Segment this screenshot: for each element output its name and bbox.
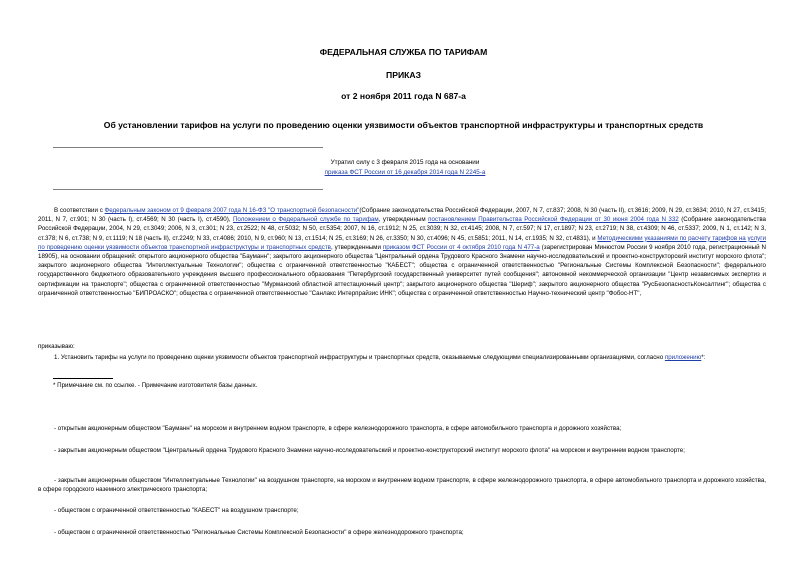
law-link[interactable]: Федеральным законом от 9 февраля 2007 года N 16-ФЗ "О транспортной безопасности" [104, 207, 360, 214]
resolution-link[interactable]: постановлением Правительства Российской Федерации от 30 июня 2004 года N 332 [428, 216, 679, 224]
footnote: * Примечание см. по ссылке. - Примечание изготовителя базы данных. [53, 382, 258, 389]
list-item: - обществом с ограниченной ответственностью "КАБЕСТ" на воздушном транспорте; [54, 507, 299, 514]
doc-date-number: от 2 ноября 2011 года N 687-а [341, 91, 466, 101]
agency-heading: ФЕДЕРАЛЬНАЯ СЛУЖБА ПО ТАРИФАМ [319, 47, 488, 57]
preamble-text-4: (Собрание законодательства Российской Федерации, 2004, N 29, ст.3049; 2006, N 3, ст.301; N 23, ст.2522; N 48, ст.5032; N 50, ст.5354; 2007, N 16, ст.1912; N 25, ст.3039; N 32, ст.4145; 2008, N 7, ст.597; N 17, ст.1897; N 23, ст.2719; N 38, ст.4309; N 46, ст.5337; 2009, N 1, ст.142; N 3, ст.378; N 6, ст.738; N 9, ст.1119; N 18 (часть II), ст.2249; N 33, ст.4086; 2010, N 9, ст.960; N 13, ст.1514; N 25, ст.3169; N 26, ст.3350; N 30, ст.4096; N 45, ст.5851; 2011, N 14, ст.1935; N 32, ст.4831), и [38, 216, 766, 242]
order-link[interactable]: приказом ФСТ России от 4 октября 2010 года N 477-а [382, 243, 540, 251]
footnote-rule [53, 378, 113, 379]
appendix-link[interactable]: приложению [664, 354, 702, 361]
list-item: - открытым акционерным обществом "Бауманн" на морском и внутреннем водном транспорте, в сфере железнодорожного транспорта, в сфере автомобильного транспорта и дорожного хозяйства; [54, 425, 622, 432]
divider-top [53, 147, 323, 148]
preamble-text-3: , утвержденным [378, 216, 429, 224]
preamble-text-5: , утвержденными [330, 243, 383, 251]
list-item: - закрытым акционерным обществом "Интеллектуальные Технологии" на воздушном транспорте, на морском и внутреннем водном транспорте, в сфере железнодорожного транспорта, в сфере автомобильного транспорта и дорожного хозяйства, в сфере городского наземного электрического транспорта; [38, 477, 766, 494]
preamble-text-1: В соответствии с [54, 207, 105, 214]
clause-1-suffix: *: [701, 354, 706, 361]
preamble-text-6: (зарегистрирован Минюстом России 9 ноября 2010 года, регистрационный N 18905), на основании обращений: открытого акционерного общества "Бауманн"; закрытого акционерного общества "Центральный ордена Трудового Красного Знамени научно-исследовательский и проектно-конструкторский институт морского флота"; закрытого акционерного общества "Интеллектуальные Технологии"; общества с ограниченной ответственностью "КАБЕСТ"; общества с ограниченной ответственностью "Региональные Системы Комплексной Безопасности"; федерального государственного бюджетного образовательного учреждения высшего профессионального образования "Петербургский государственный университет путей сообщения"; автономной некоммерческой организации "Центр независимых экспертиз и сертификации на транспорте"; общества с ограниченной ответственностью "Мурманский областной аттестационный центр"; закрытого акционерного общества "Шериф"; закрытого акционерного общества "РусБезопасностьКонсалтинг"; общества с ограниченной ответственностью "БИПРОАСКО"; общества с ограниченной ответственностью "Санлакс Интерпрайзис ИНК"; общества с ограниченной ответственностью Научно-технический центр "Фобос-НТ", [38, 243, 766, 297]
annulment-note: Утратил силу с 3 февраля 2015 года на основании [330, 159, 480, 166]
regulation-link[interactable]: Положением о Федеральной службе по тарифам [232, 216, 379, 224]
list-item: - обществом с ограниченной ответственностью "Региональные Системы Комплексной Безопасности" в сфере железнодорожного транспорта; [54, 529, 464, 536]
preamble-text-2: (Собрание законодательства Российской Федерации, 2007, N 7, ст.837; 2008, N 30 (часть II), ст.3616; 2009, N 29, ст.3634; 2010, N 27, ст.3415; 2011, N 7, ст.901; N 30 (часть I), ст.4569; N 30 (часть I), ст.4590), [38, 207, 766, 224]
guidelines-link[interactable]: Методическими указаниями по расчету тарифов на услуги по проведению оценки уязвимости объектов транспортной инфраструктуры и транспортных средств [38, 234, 766, 251]
doc-type-heading: ПРИКАЗ [386, 70, 421, 80]
order-word: приказываю: [38, 343, 75, 350]
annulment-link[interactable]: приказа ФСТ России от 16 декабря 2014 года N 2245-а [324, 169, 486, 176]
list-item: - закрытым акционерным обществом "Центральный ордена Трудового Красного Знамени научно-исследовательский и проектно-конструкторский институт морского флота" на морском и внутреннем водном транспорте; [54, 447, 685, 454]
clause-1-text: 1. Установить тарифы на услуги по проведению оценки уязвимости объектов транспортной инфраструктуры и транспортных средств, оказываемые следующими специализированными организациями, согласно [54, 354, 665, 361]
doc-title: Об установлении тарифов на услуги по проведению оценки уязвимости объектов транспортной инфраструктуры и транспортных средств [103, 120, 704, 130]
preamble-paragraph [38, 206, 766, 298]
divider-bottom [53, 189, 323, 190]
clause-1 [38, 353, 766, 362]
